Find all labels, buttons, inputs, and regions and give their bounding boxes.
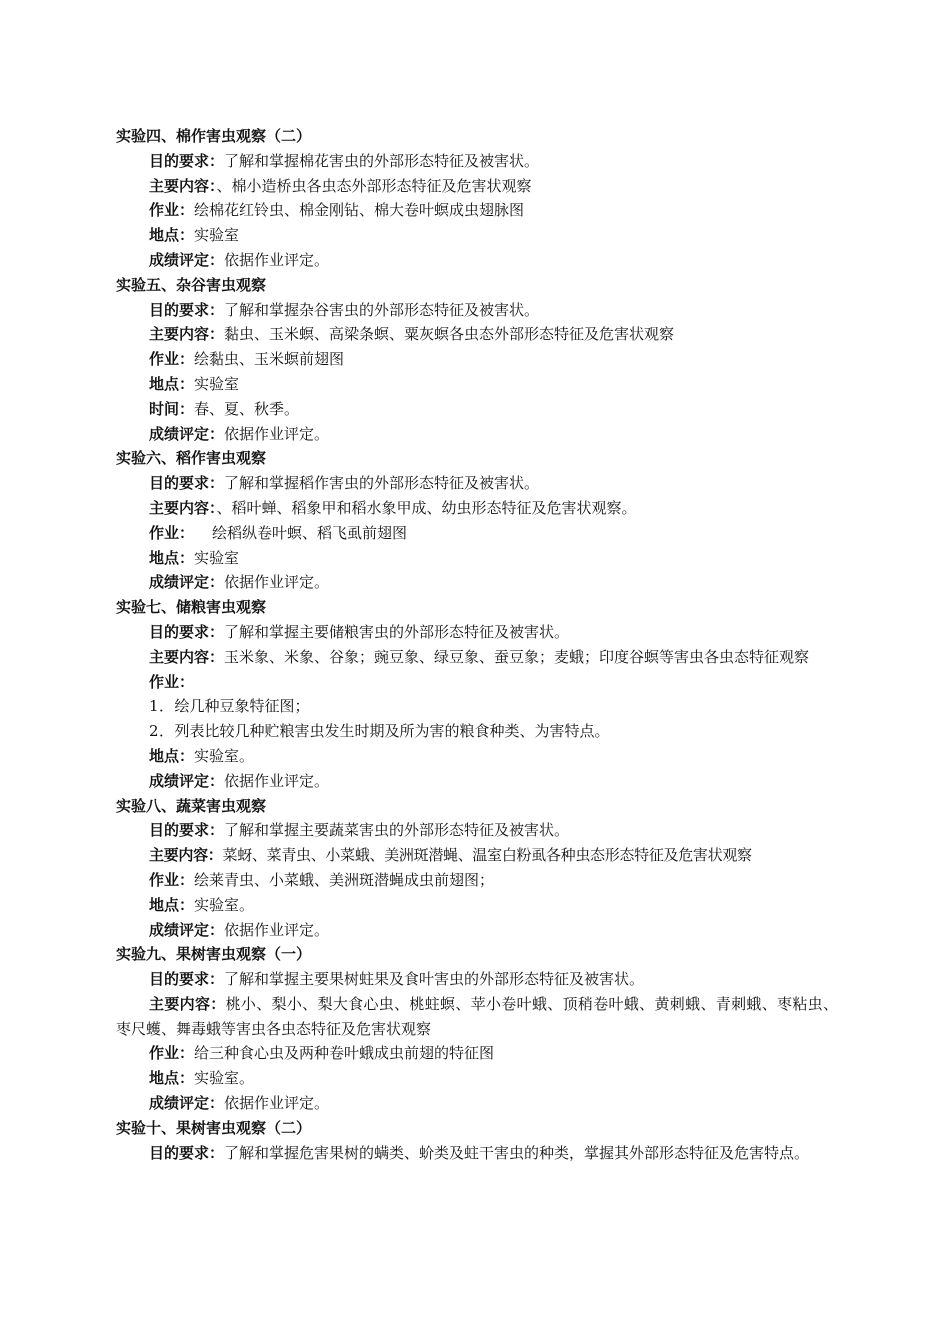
- purpose-row: [116, 620, 838, 645]
- grade-label: 成绩评定：: [149, 424, 225, 443]
- grade-text: 依据作业评定。: [224, 771, 330, 790]
- place-label: 地点：: [149, 374, 195, 393]
- content-text: 桃小、梨小、梨大食心虫、桃蛀螟、苹小卷叶蛾、顶稍卷叶蛾、黄刺蛾、青刺蛾、枣粘虫、枣尺蠖、舞毒蛾等害虫各虫态特征及危害状观察: [116, 994, 838, 1038]
- purpose-text: 了解和掌握主要储粮害虫的外部形态特征及被害状。: [224, 622, 570, 641]
- homework-row: [116, 1041, 838, 1066]
- purpose-text: 了解和掌握稻作害虫的外部形态特征及被害状。: [224, 474, 540, 493]
- section-title: 实验九、果树害虫观察（一）: [116, 945, 312, 964]
- homework-item-text: 列表比较几种贮粮害虫发生时期及所为害的粮食种类、为害特点。: [174, 722, 610, 741]
- time-label: 时间：: [149, 399, 195, 418]
- place-row: [116, 744, 838, 769]
- place-row: [116, 223, 838, 248]
- grade-label: 成绩评定：: [149, 1094, 225, 1113]
- homework-label: 作业：: [149, 523, 195, 542]
- section-title: 实验十、果树害虫观察（二）: [116, 1118, 312, 1137]
- grade-label: 成绩评定：: [149, 920, 225, 939]
- purpose-row: [116, 298, 838, 323]
- purpose-label: 目的要求：: [149, 1143, 225, 1162]
- place-text: 实验室。: [194, 895, 255, 914]
- content-row: [116, 322, 838, 347]
- homework-text: 绘棉花红铃虫、棉金刚钻、棉大卷叶螟成虫翅脉图: [194, 201, 525, 220]
- homework-row: [116, 198, 838, 223]
- homework-text: 绘稻纵卷叶螟、稻飞虱前翅图: [212, 523, 408, 542]
- purpose-text: 了解和掌握危害果树的螨类、蚧类及蛀干害虫的种类，掌握其外部形态特征及危害特点。: [224, 1143, 810, 1162]
- grade-label: 成绩评定：: [149, 250, 225, 269]
- content-label: 主要内容：: [149, 176, 217, 195]
- content-text: 、稻叶蝉、稻象甲和稻水象甲成、幼虫形态特征及危害状观察。: [216, 498, 637, 517]
- grade-text: 依据作业评定。: [224, 573, 330, 592]
- homework-item-number: 2．: [149, 722, 175, 741]
- content-label: 主要内容：: [149, 325, 225, 344]
- grade-text: 依据作业评定。: [224, 1094, 330, 1113]
- place-label: 地点：: [149, 1069, 195, 1088]
- grade-label: 成绩评定：: [149, 771, 225, 790]
- place-row: [116, 893, 838, 918]
- place-text: 实验室: [194, 374, 240, 393]
- purpose-row: [116, 149, 838, 174]
- purpose-row: [116, 967, 838, 992]
- content-text: 玉米象、米象、谷象；豌豆象、绿豆象、蚕豆象；麦蛾；印度谷螟等害虫各虫态特征观察: [224, 647, 810, 666]
- purpose-label: 目的要求：: [149, 474, 225, 493]
- homework-label: 作业：: [149, 201, 195, 220]
- time-text: 春、夏、秋季。: [194, 399, 300, 418]
- grade-row: [116, 1091, 838, 1116]
- purpose-row: [116, 818, 838, 843]
- section-title: 实验四、棉作害虫观察（二）: [116, 127, 312, 145]
- content-text: 、棉小造桥虫各虫态外部形态特征及危害状观察: [216, 176, 532, 195]
- homework-label: 作业：: [149, 350, 195, 369]
- homework-row: [116, 868, 838, 893]
- grade-label: 成绩评定：: [149, 573, 225, 592]
- content-row: [116, 174, 838, 199]
- grade-row: [116, 769, 838, 794]
- grade-row: [116, 248, 838, 273]
- homework-text: 绘莱青虫、小菜蛾、美洲斑潜蝇成虫前翅图；: [194, 870, 495, 889]
- place-text: 实验室: [194, 548, 240, 567]
- purpose-text: 了解和掌握主要果树蛀果及食叶害虫的外部形态特征及被害状。: [224, 970, 645, 989]
- homework-item: [116, 719, 838, 744]
- homework-label: 作业：: [149, 870, 195, 889]
- content-row: [116, 496, 838, 521]
- homework-label: 作业：: [149, 672, 195, 691]
- purpose-label: 目的要求：: [149, 821, 225, 840]
- grade-text: 依据作业评定。: [224, 424, 330, 443]
- content-label: 主要内容：: [149, 994, 226, 1013]
- section-title: 实验五、杂谷害虫观察: [116, 275, 267, 294]
- place-row: [116, 546, 838, 571]
- time-row: [116, 397, 838, 422]
- grade-text: 依据作业评定。: [224, 250, 330, 269]
- homework-item-number: 1．: [149, 697, 175, 716]
- purpose-label: 目的要求：: [149, 622, 225, 641]
- place-label: 地点：: [149, 226, 195, 245]
- purpose-label: 目的要求：: [149, 970, 225, 989]
- homework-row: [116, 670, 838, 695]
- homework-item-text: 绘几种豆象特征图；: [174, 697, 310, 716]
- place-row: [116, 372, 838, 397]
- section-title: 实验七、储粮害虫观察: [116, 598, 267, 617]
- content-label: 主要内容：: [149, 647, 225, 666]
- section-title: 实验六、稻作害虫观察: [116, 449, 267, 468]
- content-text: 黏虫、玉米螟、高梁条螟、粟灰螟各虫态外部形态特征及危害状观察: [224, 325, 675, 344]
- content-row: [116, 992, 838, 1042]
- purpose-text: 了解和掌握杂谷害虫的外部形态特征及被害状。: [224, 300, 540, 319]
- grade-row: [116, 918, 838, 943]
- document-page: [116, 124, 838, 1165]
- place-text: 实验室。: [194, 746, 255, 765]
- grade-text: 依据作业评定。: [224, 920, 330, 939]
- place-label: 地点：: [149, 895, 195, 914]
- grade-row: [116, 422, 838, 447]
- purpose-row: [116, 471, 838, 496]
- content-text: 菜蚜、菜青虫、小菜蛾、美洲斑潜蝇、温室白粉虱各种虫态形态特征及危害状观察: [222, 846, 752, 865]
- purpose-text: 了解和掌握棉花害虫的外部形态特征及被害状。: [224, 151, 540, 170]
- purpose-text: 了解和掌握主要蔬菜害虫的外部形态特征及被害状。: [224, 821, 570, 840]
- grade-row: [116, 570, 838, 595]
- homework-row: [116, 521, 838, 546]
- homework-row: [116, 347, 838, 372]
- place-row: [116, 1066, 838, 1091]
- homework-text: 绘黏虫、玉米螟前翅图: [194, 350, 345, 369]
- content-row: [116, 843, 838, 868]
- homework-label: 作业：: [149, 1044, 195, 1063]
- purpose-label: 目的要求：: [149, 151, 225, 170]
- content-label: 主要内容：: [149, 846, 223, 865]
- content-label: 主要内容：: [149, 498, 217, 517]
- place-label: 地点：: [149, 746, 195, 765]
- purpose-label: 目的要求：: [149, 300, 225, 319]
- section-title: 实验八、蔬菜害虫观察: [116, 796, 267, 815]
- place-text: 实验室: [194, 226, 240, 245]
- homework-text: 给三种食心虫及两种卷叶蛾成虫前翅的特征图: [194, 1044, 495, 1063]
- place-label: 地点：: [149, 548, 195, 567]
- place-text: 实验室。: [194, 1069, 255, 1088]
- content-row: [116, 645, 838, 670]
- purpose-row: [116, 1141, 838, 1166]
- homework-item: [116, 694, 838, 719]
